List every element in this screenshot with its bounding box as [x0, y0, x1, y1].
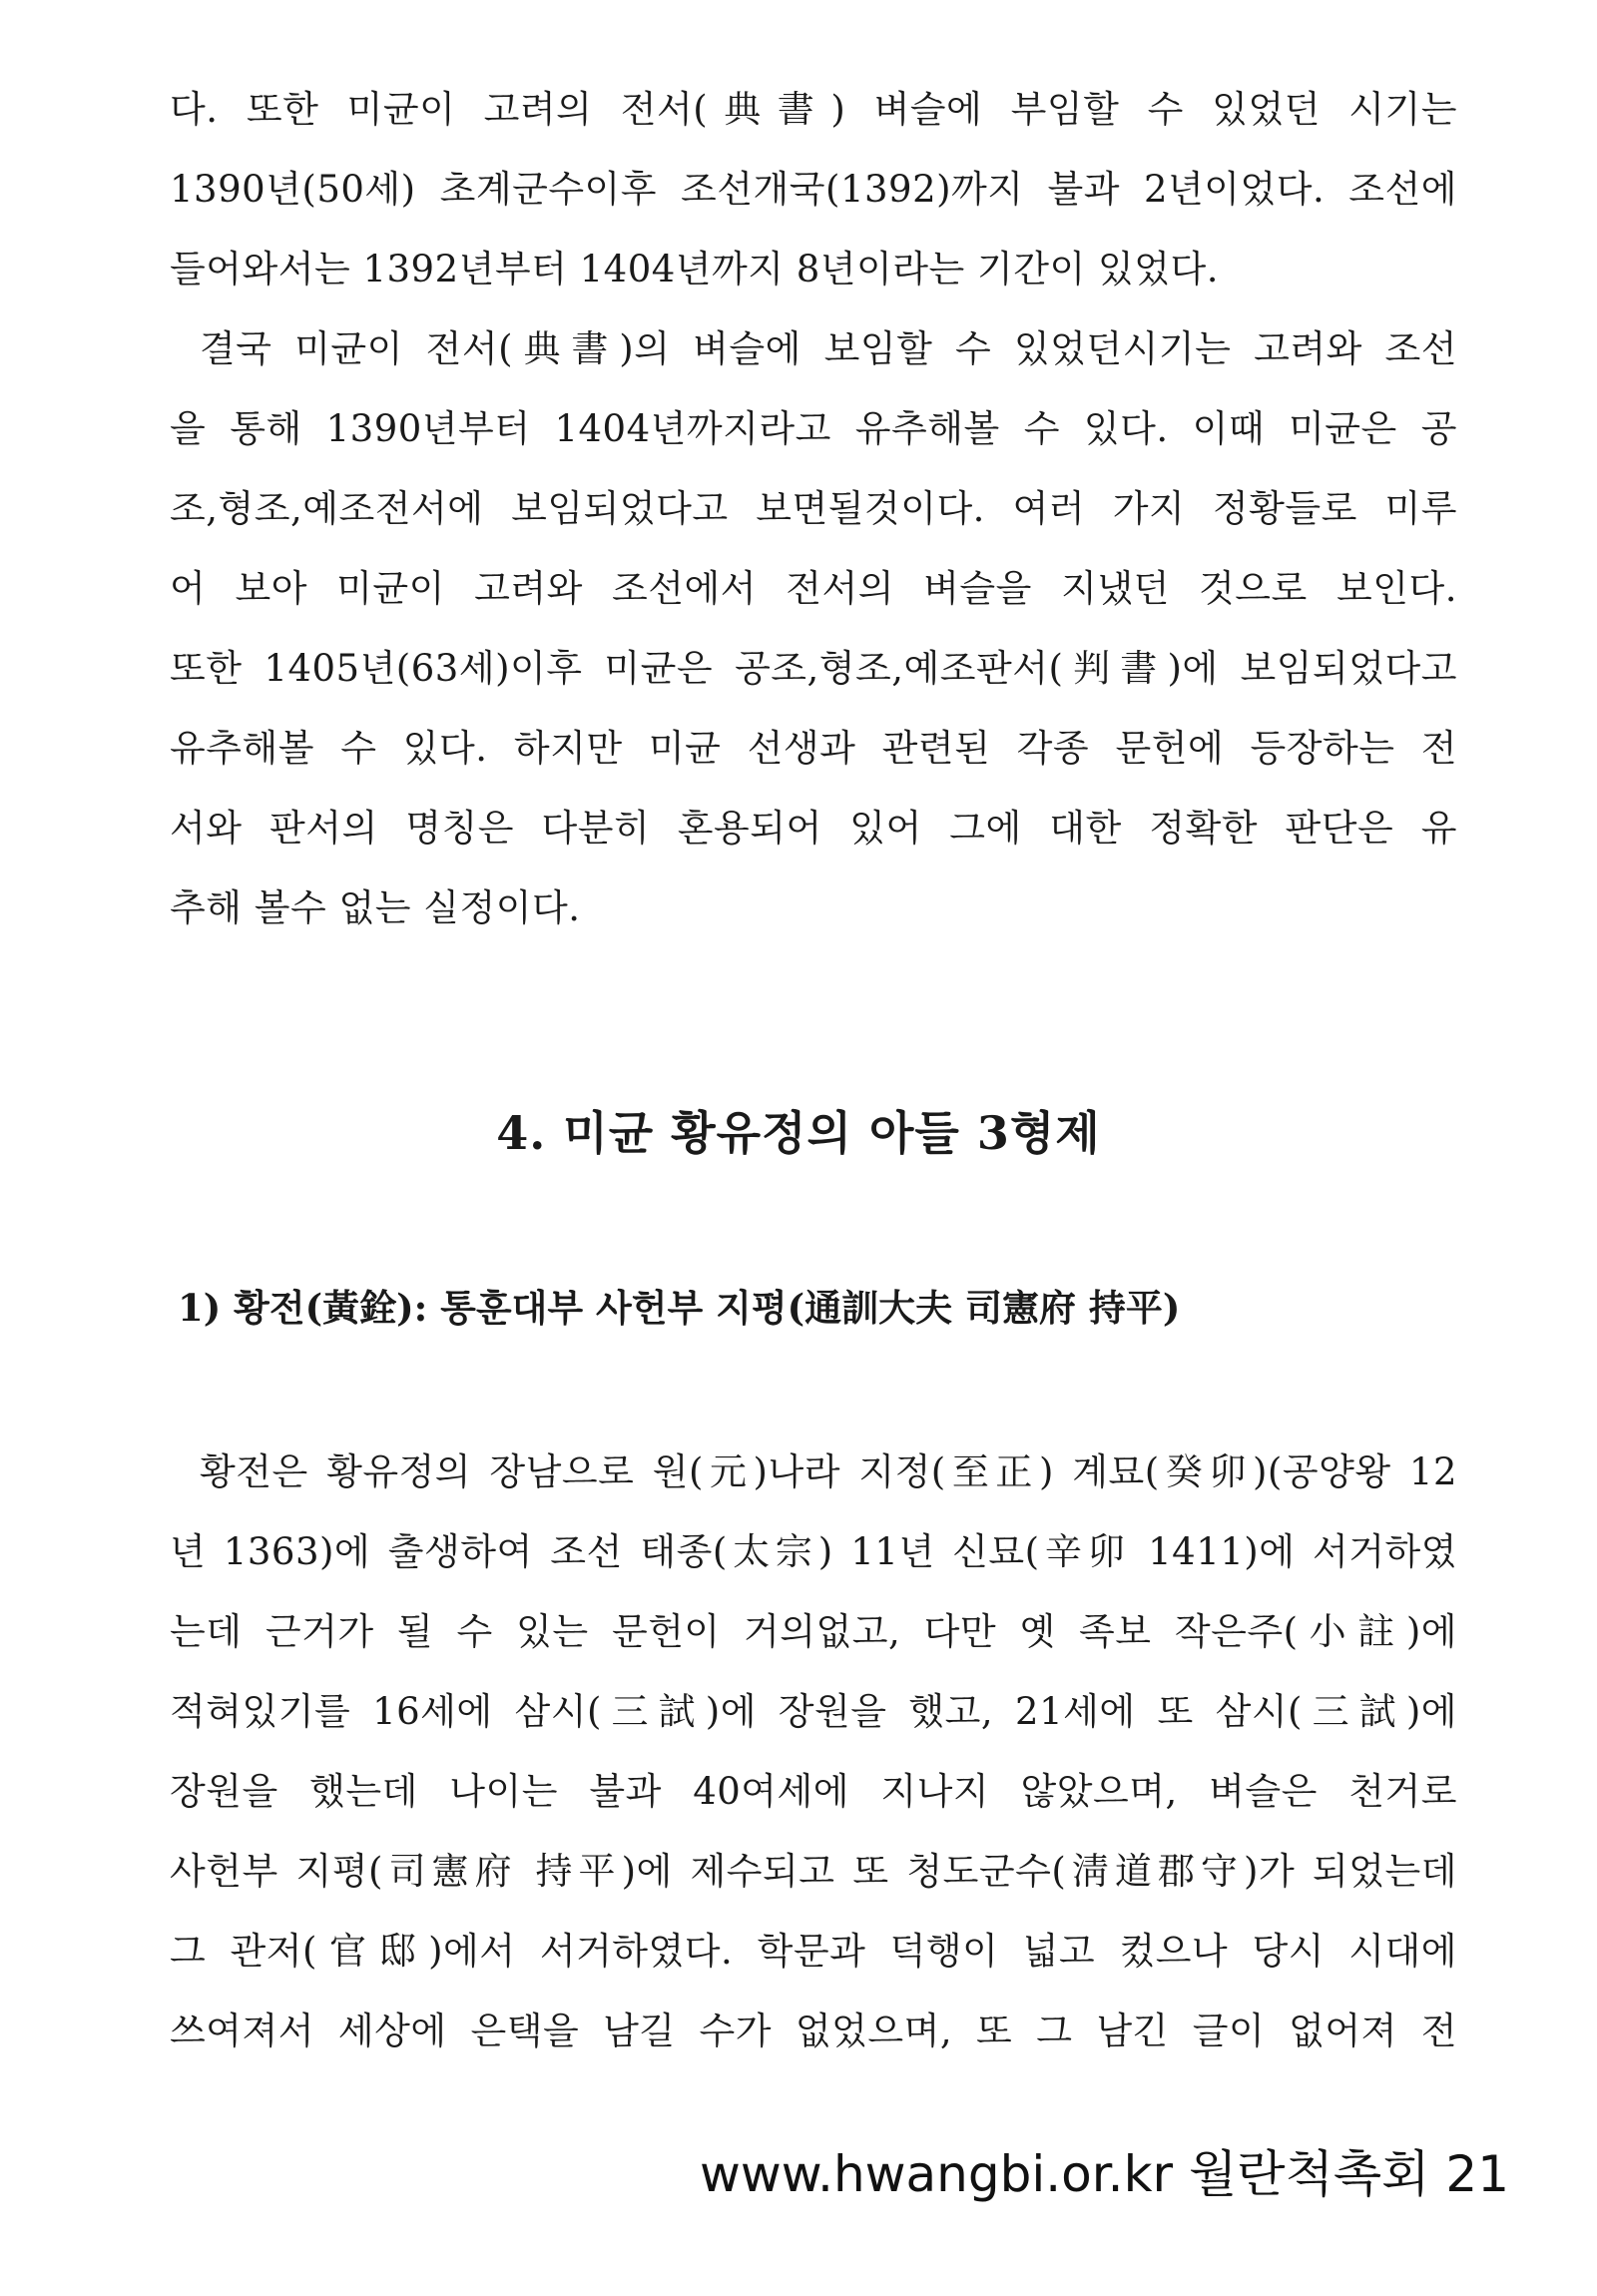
text-line: 황전은 황유정의 장남으로 원(元)나라 지정(至正) 계묘(癸卯)(공양왕 12 [200, 1450, 1457, 1493]
text-line: 년 1363)에 출생하여 조선 태종(太宗) 11년 신묘(辛卯 1411)에 서거하였 [170, 1530, 1457, 1573]
text-line: 유추해볼 수 있다. 하지만 미균 선생과 관련된 각종 문헌에 등장하는 전 [170, 727, 1457, 770]
subsection-heading: 1) 황전(黃銓): 통훈대부 사헌부 지평(通訓大夫 司憲府 持平) [178, 1286, 1181, 1330]
text-line: 어 보아 미균이 고려와 조선에서 전서의 벼슬을 지냈던 것으로 보인다. [170, 567, 1457, 610]
text-line: 들어와서는 1392년부터 1404년까지 8년이라는 기간이 있었다. [170, 248, 1220, 290]
section-heading: 4. 미균 황유정의 아들 3형제 [496, 1106, 1101, 1160]
text-line: 을 통해 1390년부터 1404년까지라고 유추해볼 수 있다. 이때 미균은 공 [170, 407, 1457, 450]
text-line: 다. 또한 미균이 고려의 전서(典書) 벼슬에 부임할 수 있었던 시기는 [170, 88, 1457, 131]
text-line: 결국 미균이 전서(典書)의 벼슬에 보임할 수 있었던시기는 고려와 조선 [200, 327, 1457, 370]
text-line: 그 관저(官邸)에서 서거하였다. 학문과 덕행이 넓고 컸으나 당시 시대에 [170, 1930, 1457, 1973]
text-line: 사헌부 지평(司憲府 持平)에 제수되고 또 청도군수(淸道郡守)가 되었는데 [170, 1850, 1457, 1893]
text-line: 서와 판서의 명칭은 다분히 혼용되어 있어 그에 대한 정확한 판단은 유 [170, 807, 1457, 850]
text-line: 1390년(50세) 초계군수이후 조선개국(1392)까지 불과 2년이었다. 조선에 [170, 168, 1457, 211]
text-line: 조,형조,예조전서에 보임되었다고 보면될것이다. 여러 가지 정황들로 미루 [170, 487, 1457, 530]
text-line: 또한 1405년(63세)이후 미균은 공조,형조,예조판서(判書)에 보임되었다고 [170, 647, 1457, 690]
text-line: 는데 근거가 될 수 있는 문헌이 거의없고, 다만 옛 족보 작은주(小註)에 [170, 1610, 1457, 1653]
page-footer: www.hwangbi.or.kr 월란척촉회 21 [699, 2145, 1509, 2203]
text-line: 적혀있기를 16세에 삼시(三試)에 장원을 했고, 21세에 또 삼시(三試)에 [170, 1690, 1457, 1733]
text-line: 추해 볼수 없는 실정이다. [170, 886, 581, 929]
text-line: 장원을 했는데 나이는 불과 40여세에 지나지 않았으며, 벼슬은 천거로 [170, 1770, 1457, 1813]
text-line: 쓰여져서 세상에 은택을 남길 수가 없었으며, 또 그 남긴 글이 없어져 전 [170, 2009, 1457, 2052]
